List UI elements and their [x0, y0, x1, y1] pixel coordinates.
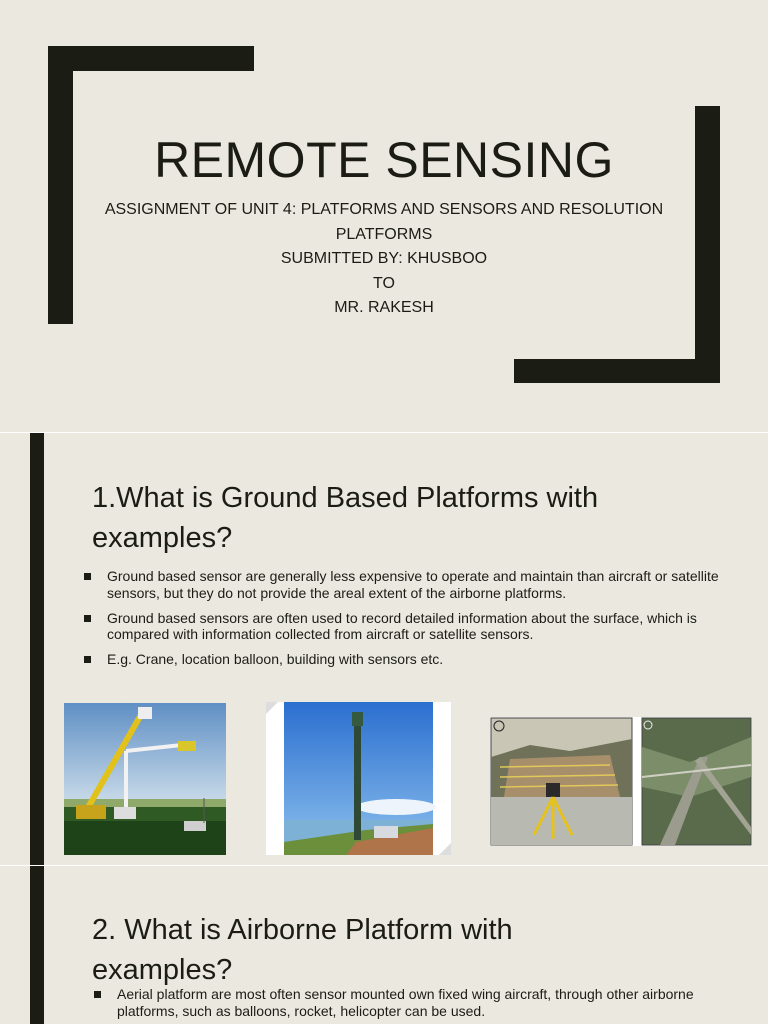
bullet-square-icon	[84, 615, 91, 622]
list-item: E.g. Crane, location balloon, building with sensors etc.	[82, 651, 732, 668]
list-item: Ground based sensor are generally less expensive to operate and maintain than aircraft or satellite sensors, but they do not provide the areal extent of the airborne platforms.	[82, 568, 732, 601]
heading-line: 1.What is Ground Based Platforms with	[92, 482, 599, 514]
frame-bottom-right-horizontal	[514, 359, 720, 383]
slide-title: REMOTE SENSING	[154, 132, 614, 188]
slide-subtitle	[60, 198, 708, 321]
bullet-square-icon	[94, 991, 101, 998]
slide-heading	[92, 910, 732, 990]
crane-sensor-photo	[64, 703, 226, 855]
tower-sensor-photo	[266, 702, 451, 855]
list-item: Aerial platform are most often sensor mounted own fixed wing aircraft, through other airborne platforms, such as balloons, rocket, helicopter can be used.	[92, 986, 702, 1019]
survey-instrument-and-aerial-map-photo	[490, 717, 752, 846]
bullet-square-icon	[84, 573, 91, 580]
list-item: Ground based sensors are often used to record detailed information about the surface, which is compared with information collected from aircraft or satellite sensors.	[82, 610, 732, 643]
subtitle-line: TO	[373, 274, 395, 292]
slide-heading	[92, 478, 732, 558]
subtitle-line: SUBMITTED BY: KHUSBOO	[280, 250, 488, 267]
heading-line: 2. What is Airborne Platform with	[92, 914, 513, 946]
subtitle-line: MR. RAKESH	[334, 299, 434, 316]
heading-line: examples?	[92, 522, 233, 554]
bullet-list	[92, 986, 702, 1024]
frame-top-left-horizontal	[48, 46, 254, 71]
bullet-square-icon	[84, 656, 91, 663]
accent-bar	[30, 433, 44, 865]
accent-bar	[30, 866, 44, 1024]
airborne-platforms-slide	[0, 866, 768, 1024]
bullet-list	[82, 568, 732, 676]
subtitle-line: PLATFORMS	[335, 225, 433, 243]
ground-platforms-slide	[0, 433, 768, 865]
title-slide	[0, 0, 768, 432]
heading-line: examples?	[92, 954, 233, 986]
subtitle-line: ASSIGNMENT OF UNIT 4: PLATFORMS AND SENSORS AND RESOLUTION	[104, 201, 664, 218]
